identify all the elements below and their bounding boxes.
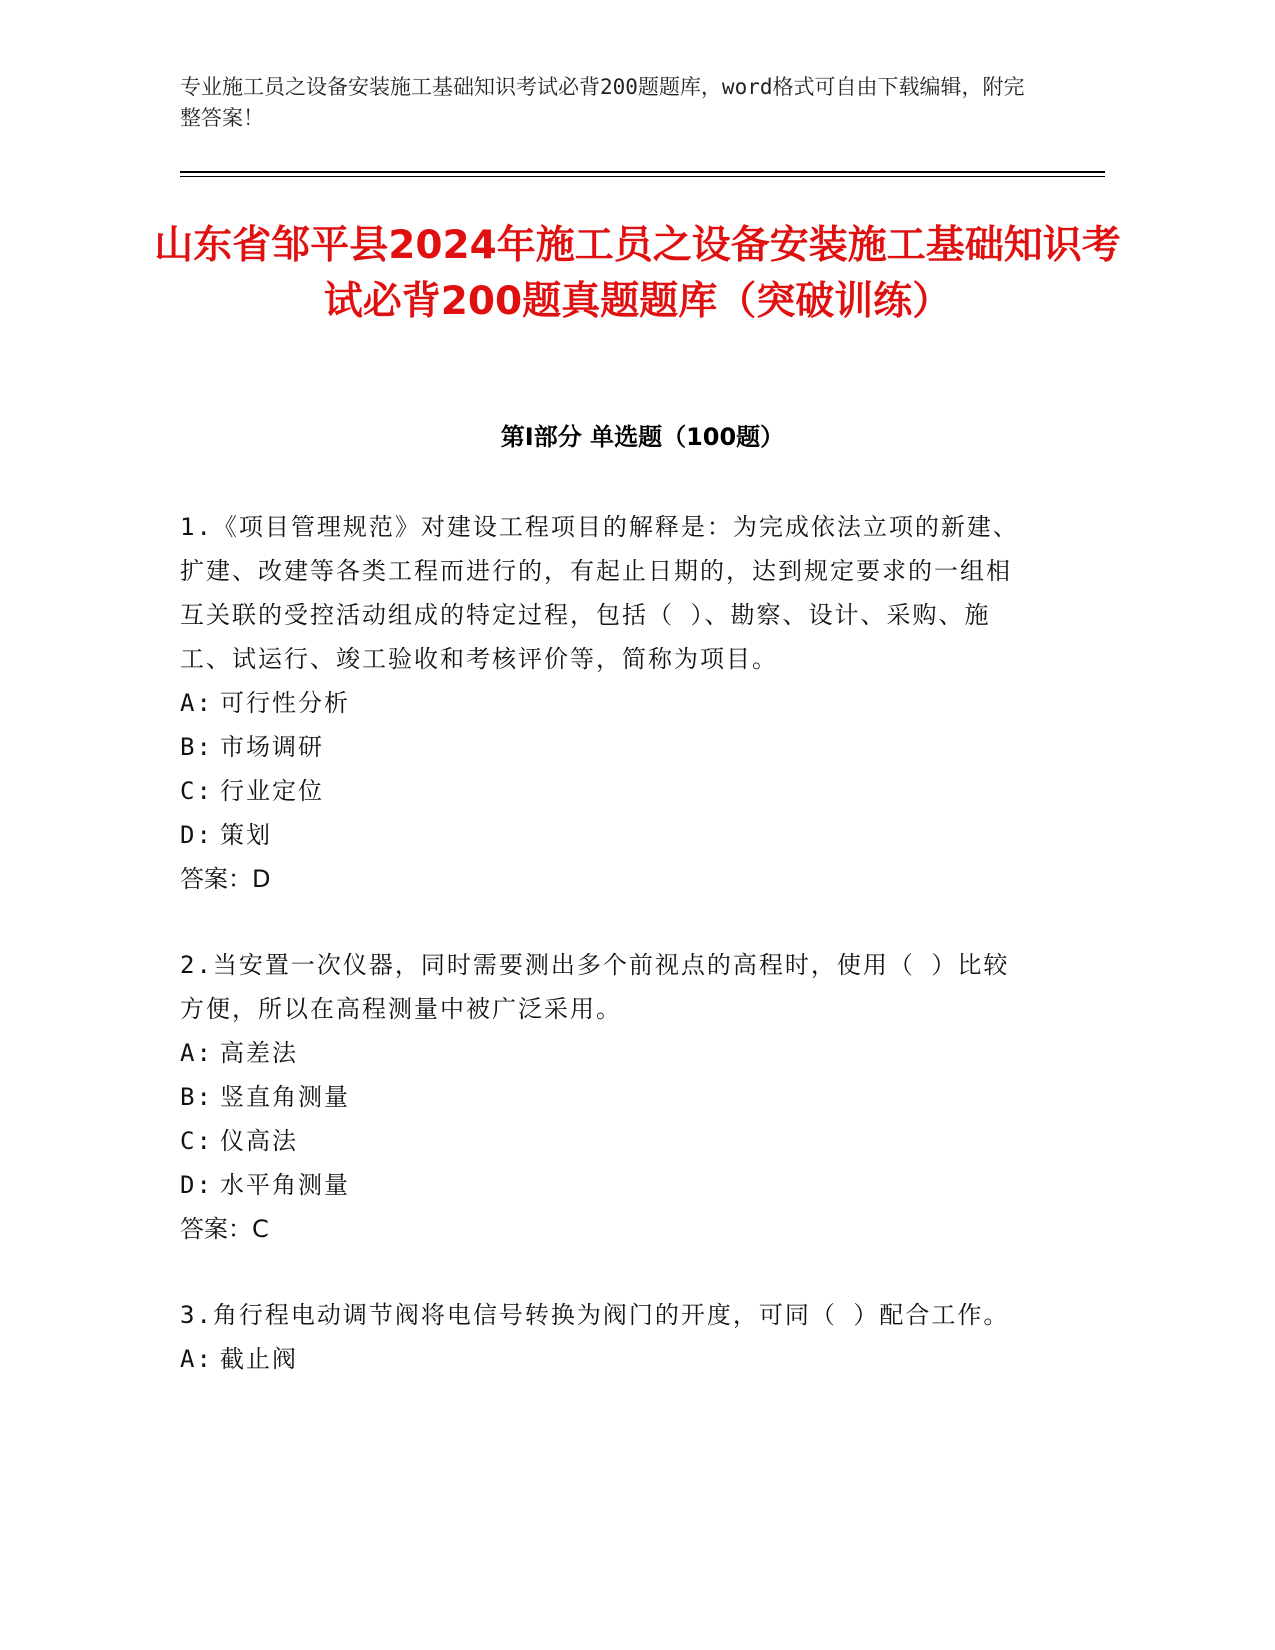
option-c (180, 1119, 1030, 1163)
option-text: 水平角测量 (220, 1171, 350, 1199)
option-text: 截止阀 (220, 1345, 298, 1373)
header-note: 专业施工员之设备安装施工基础知识考试必背200题题库，word格式可自由下载编辑，附完整答案！ (180, 75, 1025, 130)
option-key: D: (180, 821, 213, 849)
option-a (180, 1337, 1030, 1381)
document-title: 山东省邹平县2024年施工员之设备安装施工基础知识考试必背200题真题题库（突破训练） (154, 223, 1121, 324)
option-text: 市场调研 (220, 733, 324, 761)
section-title: 第I部分 单选题（100题） (500, 423, 785, 451)
option-text: 行业定位 (220, 777, 324, 805)
answer: 答案：D (180, 865, 271, 893)
option-text: 可行性分析 (220, 689, 350, 717)
option-key: C: (180, 1127, 213, 1155)
option-d (180, 1163, 1030, 1207)
option-text: 高差法 (220, 1039, 298, 1067)
option-text: 策划 (220, 821, 272, 849)
answer: 答案：C (180, 1215, 269, 1243)
option-a (180, 1031, 1030, 1075)
option-b (180, 1075, 1030, 1119)
option-c (180, 769, 1030, 813)
option-text: 竖直角测量 (220, 1083, 350, 1111)
option-text: 仪高法 (220, 1127, 298, 1155)
question-1 (180, 505, 1030, 901)
option-b (180, 725, 1030, 769)
option-key: B: (180, 1083, 213, 1111)
question-stem: 1.《项目管理规范》对建设工程项目的解释是：为完成依法立项的新建、扩建、改建等各类工程而进行的，有起止日期的，达到规定要求的一组相互关联的受控活动组成的特定过程，包括（ ）、勘察、设计、采购、施工、试运行、竣工验收和考核评价等，简称为项目。 (180, 513, 1019, 673)
option-key: A: (180, 1345, 213, 1373)
option-key: A: (180, 1039, 213, 1067)
question-2 (180, 943, 1030, 1251)
option-key: D: (180, 1171, 213, 1199)
option-key: B: (180, 733, 213, 761)
question-3 (180, 1293, 1030, 1381)
option-key: C: (180, 777, 213, 805)
question-stem: 3.角行程电动调节阀将电信号转换为阀门的开度，可同（ ）配合工作。 (180, 1301, 1010, 1329)
option-d (180, 813, 1030, 857)
question-stem: 2.当安置一次仪器，同时需要测出多个前视点的高程时，使用（ ）比较方便，所以在高程测量中被广泛采用。 (180, 951, 1010, 1023)
header-divider-thick (180, 171, 1105, 173)
option-a (180, 681, 1030, 725)
option-key: A: (180, 689, 213, 717)
question-list (180, 505, 1030, 1423)
header-divider-thin (180, 176, 1105, 177)
